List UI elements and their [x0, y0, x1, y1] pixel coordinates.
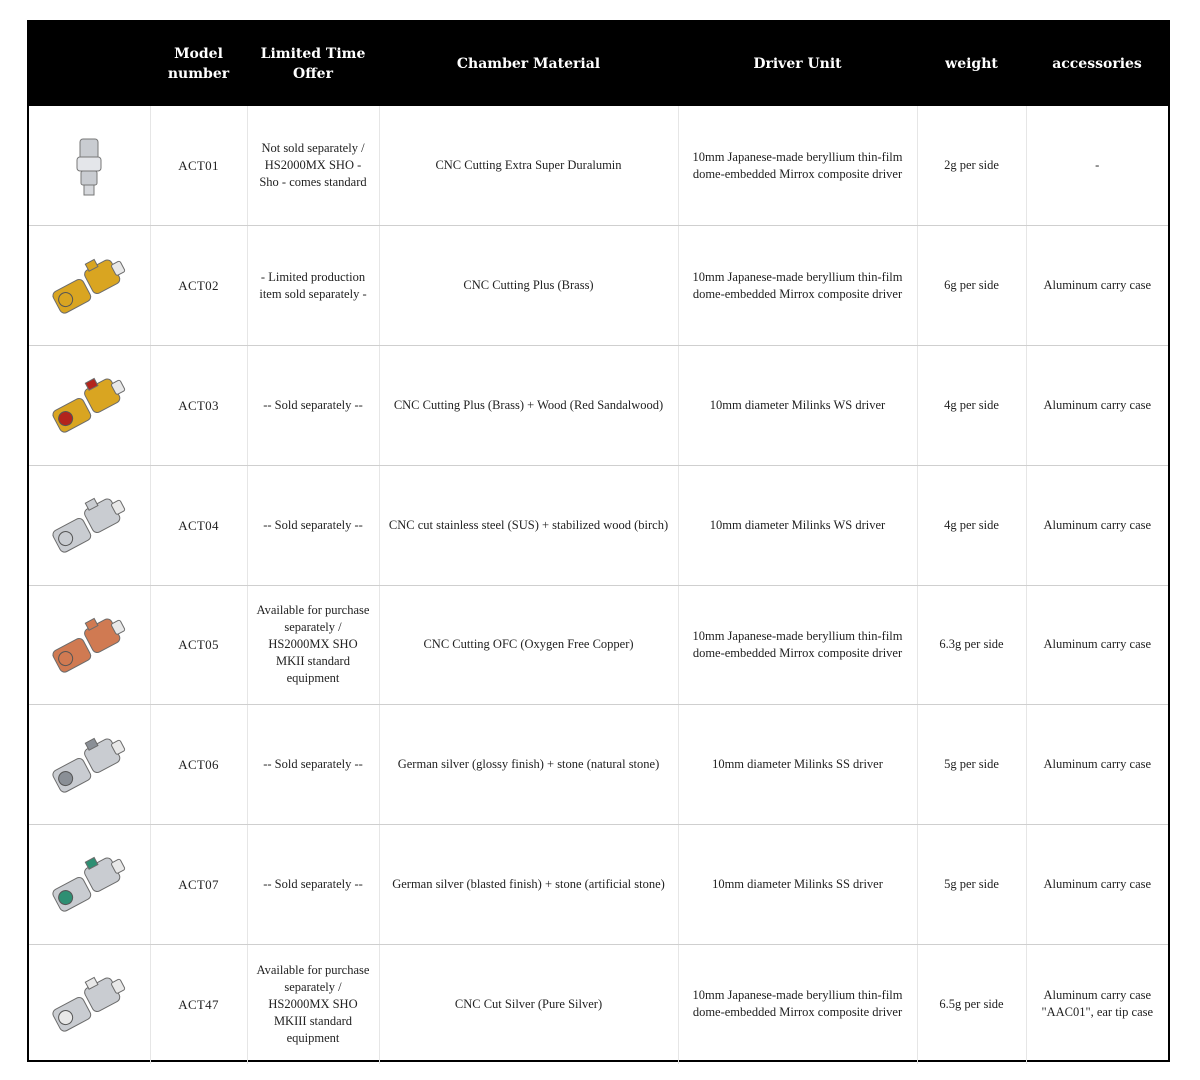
- connector-german-silver-green-icon: [44, 849, 134, 919]
- connector-copper-icon: [44, 610, 134, 680]
- limited-time-offer-cell: - Limited production item sold separately -: [247, 226, 379, 346]
- model-number-cell: ACT05: [150, 585, 247, 705]
- weight-cell: 6.3g per side: [917, 585, 1026, 705]
- product-image-cell: [29, 705, 150, 825]
- header-row: [29, 22, 1168, 106]
- table-row: [29, 226, 1168, 346]
- chamber-material-cell: CNC Cutting Plus (Brass) + Wood (Red Sandalwood): [379, 346, 678, 466]
- chamber-material-cell: CNC cut stainless steel (SUS) + stabilized wood (birch): [379, 465, 678, 585]
- model-number-cell: ACT02: [150, 226, 247, 346]
- model-number-cell: ACT47: [150, 944, 247, 1064]
- connector-gold-icon: [44, 251, 134, 321]
- weight-cell: 6.5g per side: [917, 944, 1026, 1064]
- product-image-cell: [29, 465, 150, 585]
- driver-unit-cell: 10mm diameter Milinks WS driver: [678, 465, 917, 585]
- table-row: [29, 705, 1168, 825]
- driver-unit-cell: 10mm Japanese-made beryllium thin-film dome-embedded Mirrox composite driver: [678, 944, 917, 1064]
- header-model-number: Model number: [167, 46, 230, 82]
- table-row: [29, 585, 1168, 705]
- weight-cell: 5g per side: [917, 705, 1026, 825]
- connector-silver-icon: [44, 131, 134, 201]
- limited-time-offer-cell: -- Sold separately --: [247, 465, 379, 585]
- limited-time-offer-cell: -- Sold separately --: [247, 825, 379, 945]
- driver-unit-cell: 10mm Japanese-made beryllium thin-film dome-embedded Mirrox composite driver: [678, 106, 917, 226]
- header-accessories: accessories: [1052, 56, 1142, 72]
- chamber-material-cell: German silver (blasted finish) + stone (artificial stone): [379, 825, 678, 945]
- table-header: [29, 22, 1168, 106]
- model-number-cell: ACT04: [150, 465, 247, 585]
- header-weight: weight: [945, 56, 998, 72]
- chamber-material-cell: CNC Cut Silver (Pure Silver): [379, 944, 678, 1064]
- accessories-cell: Aluminum carry case: [1026, 705, 1168, 825]
- limited-time-offer-cell: Available for purchase separately / HS2000MX SHO MKIII standard equipment: [247, 944, 379, 1064]
- product-image-cell: [29, 585, 150, 705]
- accessories-cell: Aluminum carry case: [1026, 346, 1168, 466]
- driver-unit-cell: 10mm diameter Milinks SS driver: [678, 825, 917, 945]
- accessories-cell: Aluminum carry case: [1026, 465, 1168, 585]
- header-driver-unit: Driver Unit: [753, 56, 842, 72]
- connector-gold-red-icon: [44, 370, 134, 440]
- product-image-cell: [29, 944, 150, 1064]
- model-number-cell: ACT03: [150, 346, 247, 466]
- table-row: [29, 825, 1168, 945]
- table-row: [29, 346, 1168, 466]
- product-comparison-table: [27, 20, 1170, 1062]
- model-number-cell: ACT07: [150, 825, 247, 945]
- product-image-cell: [29, 825, 150, 945]
- connector-german-silver-icon: [44, 730, 134, 800]
- accessories-cell: Aluminum carry case: [1026, 226, 1168, 346]
- comparison-table: [29, 22, 1168, 1064]
- driver-unit-cell: 10mm diameter Milinks WS driver: [678, 346, 917, 466]
- driver-unit-cell: 10mm diameter Milinks SS driver: [678, 705, 917, 825]
- weight-cell: 6g per side: [917, 226, 1026, 346]
- chamber-material-cell: CNC Cutting Plus (Brass): [379, 226, 678, 346]
- driver-unit-cell: 10mm Japanese-made beryllium thin-film dome-embedded Mirrox composite driver: [678, 226, 917, 346]
- model-number-cell: ACT01: [150, 106, 247, 226]
- table-row: [29, 465, 1168, 585]
- table-row: [29, 106, 1168, 226]
- accessories-cell: -: [1026, 106, 1168, 226]
- header-limited-time-offer: Limited Time Offer: [260, 46, 366, 82]
- chamber-material-cell: German silver (glossy finish) + stone (natural stone): [379, 705, 678, 825]
- product-image-cell: [29, 226, 150, 346]
- product-image-cell: [29, 106, 150, 226]
- connector-steel-icon: [44, 490, 134, 560]
- product-image-cell: [29, 346, 150, 466]
- header-chamber-material: Chamber Material: [456, 56, 601, 72]
- model-number-cell: ACT06: [150, 705, 247, 825]
- weight-cell: 4g per side: [917, 465, 1026, 585]
- accessories-cell: Aluminum carry case: [1026, 825, 1168, 945]
- accessories-cell: Aluminum carry case: [1026, 585, 1168, 705]
- weight-cell: 5g per side: [917, 825, 1026, 945]
- driver-unit-cell: 10mm Japanese-made beryllium thin-film dome-embedded Mirrox composite driver: [678, 585, 917, 705]
- limited-time-offer-cell: Available for purchase separately / HS2000MX SHO MKII standard equipment: [247, 585, 379, 705]
- weight-cell: 4g per side: [917, 346, 1026, 466]
- limited-time-offer-cell: Not sold separately / HS2000MX SHO - Sho - comes standard: [247, 106, 379, 226]
- chamber-material-cell: CNC Cutting Extra Super Duralumin: [379, 106, 678, 226]
- weight-cell: 2g per side: [917, 106, 1026, 226]
- limited-time-offer-cell: -- Sold separately --: [247, 705, 379, 825]
- table-row: [29, 944, 1168, 1064]
- table-body: [29, 106, 1168, 1064]
- header-image: [29, 22, 150, 106]
- connector-pure-silver-icon: [44, 969, 134, 1039]
- chamber-material-cell: CNC Cutting OFC (Oxygen Free Copper): [379, 585, 678, 705]
- accessories-cell: Aluminum carry case "AAC01", ear tip case: [1041, 988, 1154, 1020]
- limited-time-offer-cell: -- Sold separately --: [247, 346, 379, 466]
